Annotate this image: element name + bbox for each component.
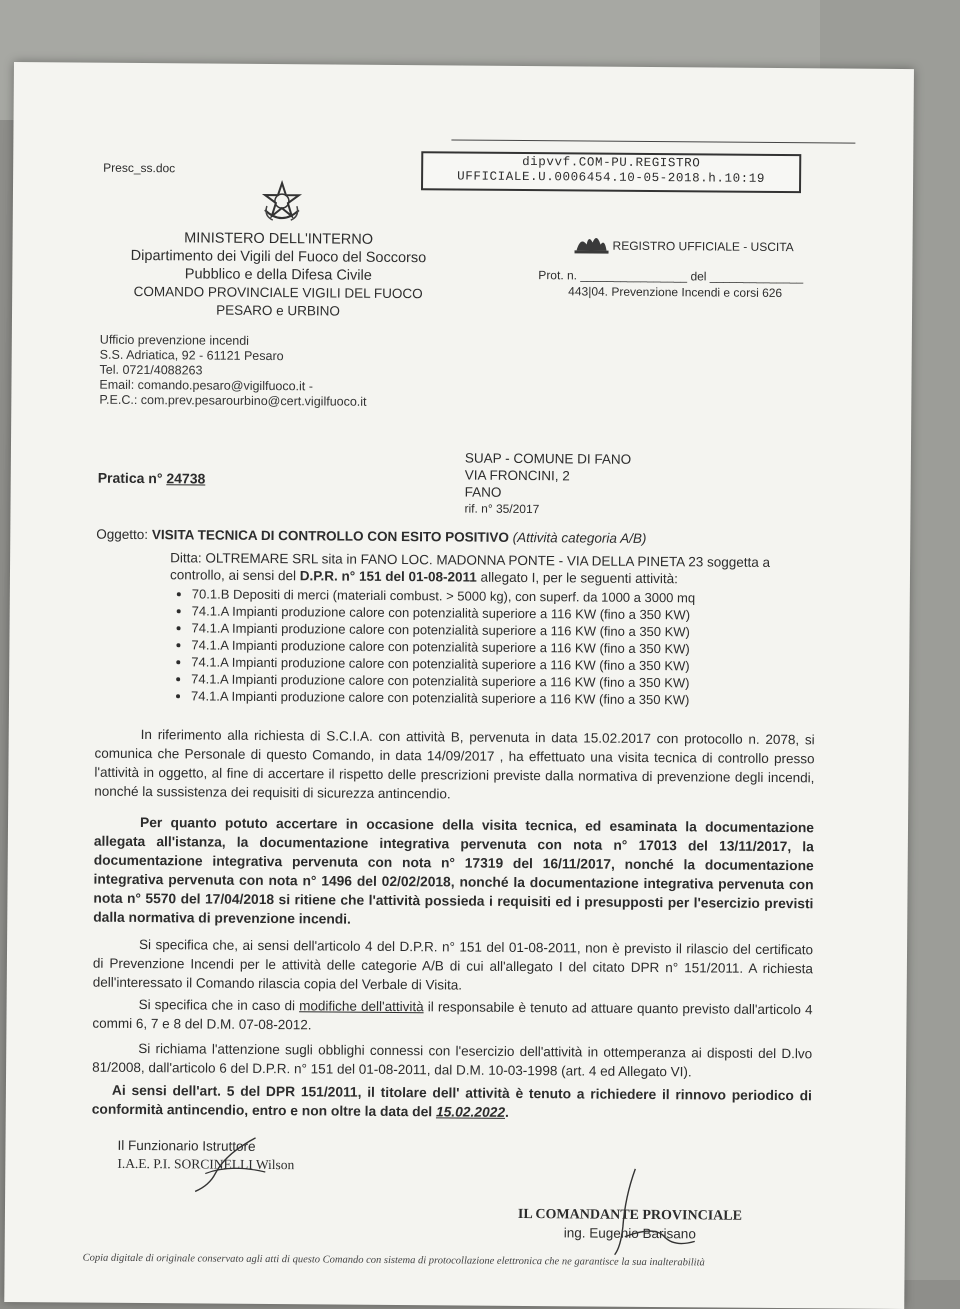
republic-emblem-icon — [261, 180, 303, 229]
activity-item: • 74.1.A Impianti produzione calore con potenzialità superiore a 116 KW (fino a 350 KW) — [192, 602, 792, 624]
activity-item: • 74.1.A Impianti produzione calore con potenzialità superiore a 116 KW (fino a 350 KW) — [191, 653, 791, 675]
prot-label: Prot. n. ________________ del ______________ — [538, 268, 804, 285]
activity-item: • 74.1.A Impianti produzione calore con potenzialità superiore a 116 KW (fino a 350 KW) — [191, 619, 791, 641]
p6-date: 15.02.2022 — [435, 1104, 506, 1120]
recipient-line-4: rif. n° 35/2017 — [464, 501, 540, 517]
recipient-line-2: VIA FRONCINI, 2 — [464, 467, 570, 484]
office-line-2: S.S. Adriatica, 92 - 61121 Pesaro — [99, 347, 284, 364]
subject-category: (Attività categoria A/B) — [512, 529, 647, 546]
pratica-number — [98, 470, 206, 487]
activity-item: • 74.1.A Impianti produzione calore con potenzialità superiore a 116 KW (fino a 350 KW) — [191, 636, 791, 658]
firefighters-logo-icon — [572, 230, 610, 259]
subject-label: Oggetto: — [96, 526, 149, 543]
office-line-3: Tel. 0721/4088263 — [99, 362, 203, 378]
pratica-value: 24738 — [166, 470, 206, 487]
activity-item: • 70.1.B Depositi di merci (materiali combust. > 5000 kg), con superf. da 1000 a 3000 mq — [192, 585, 792, 607]
ministry-line-4: COMANDO PROVINCIALE VIGILI DEL FUOCO — [133, 283, 423, 302]
ditta-after: allegato I, per le seguenti attività: — [480, 569, 679, 587]
office-contacts — [99, 333, 367, 410]
office-line-1: Ufficio prevenzione incendi — [99, 332, 250, 348]
p4-text-after: il responsabile è tenuto ad attuare quanto previsto dall'articolo 4 commi 6, 7 e 8 del D.M. 07-08-2012. — [92, 999, 813, 1033]
p4-underlined: modifiche dell'attività — [299, 998, 424, 1015]
istruttore-signature-icon — [185, 1133, 275, 1194]
ditta-text: Ditta: OLTREMARE SRL sita in FANO LOC. MADONNA PONTE - VIA DELLA PINETA 23 soggetta a controllo, ai sensi del — [169, 550, 771, 584]
ministry-header — [108, 229, 449, 322]
ditta-law: D.P.R. n° 151 del 01-08-2011 — [299, 568, 477, 585]
office-line-5: P.E.C.: com.prev.pesarourbino@cert.vigilfuoco.it — [99, 392, 367, 409]
ministry-line-5: PESARO e URBINO — [216, 302, 341, 319]
subject-title: VISITA TECNICA DI CONTROLLO CON ESITO POSITIVO — [151, 527, 509, 545]
comandante-title: IL COMANDANTE PROVINCIALE — [517, 1206, 743, 1224]
ministry-line-1: MINISTERO DELL'INTERNO — [184, 230, 374, 248]
registry-code: 443|04. Prevenzione Incendi e corsi 626 — [568, 284, 783, 301]
office-line-4: Email: comando.pesaro@vigilfuoco.it - — [99, 377, 314, 394]
istruttore-name: I.A.E. P.I. SORCINELLI Wilson — [117, 1155, 295, 1173]
p4-text-before: Si specifica che in caso di — [138, 997, 296, 1014]
istruttore-title: Il Funzionario Istruttore — [117, 1137, 256, 1154]
activity-list — [169, 585, 792, 709]
file-label: Presc_ss.doc — [103, 160, 176, 176]
company-description — [170, 549, 770, 588]
protocol-stamp — [421, 151, 801, 193]
paragraph-6 — [92, 1081, 812, 1125]
registry-label: REGISTRO UFFICIALE - USCITA — [612, 238, 794, 255]
p6-end: . — [504, 1104, 509, 1120]
p6-text: Ai sensi dell'art. 5 del DPR 151/2011, il titolare dell' attività è tenuto a richiedere il rinnovo periodico di conformità antincendio, entro e non oltre la data del — [91, 1082, 812, 1120]
paragraph-4 — [92, 995, 812, 1039]
activity-item: • 74.1.A Impianti produzione calore con potenzialità superiore a 116 KW (fino a 350 KW) — [191, 687, 791, 709]
pratica-label: Pratica n° — [97, 469, 163, 487]
subject-line — [96, 527, 646, 546]
comandante-name: ing. Eugenio Barisano — [563, 1225, 696, 1242]
recipient-address — [464, 450, 631, 519]
recipient-line-3: FANO — [464, 484, 502, 500]
stamp-line-2: UFFICIALE.U.0006454.10-05-2018.h.10:19 — [457, 169, 766, 186]
paragraph-3: Si specifica che, ai sensi dell'articolo 4 del D.P.R. n° 151 del 01-08-2011, non è previsto il rilascio del certificato di Prevenzione Incendi per le attività delle categorie A/B di cui all'allegato I del citato DPR n° 151/2011. A richiesta dell'interessato il Comando rilascia copia del Verbale di Visita. — [92, 937, 814, 993]
ministry-line-3: Pubblico e della Difesa Civile — [184, 266, 372, 284]
ministry-line-2: Dipartimento dei Vigili del Fuoco del Soccorso — [130, 247, 427, 267]
paragraph-5: Si richiama l'attenzione sugli obblighi connessi con l'esercizio dell'attività in ottemperanza ai disposti del D.lvo 81/2008, dall'articolo 6 del D.P.R. n° 151 del 01-08-2011, dal D.M. 10-03-1998 (art. 4 ed Allegato VI). — [92, 1041, 813, 1080]
comandante-signature-icon — [595, 1167, 706, 1258]
document-page — [4, 62, 914, 1309]
paragraph-2: Per quanto potuto accertare in occasione della visita tecnica, ed esaminata la documentazione allegata all'istanza, la documentazione integrativa pervenuta con nota n° 17013 del 13/11/2017, la documentazione integrativa pervenuta con nota n° 17319 del 16/11/2017, nonché la documentazione integrativa pervenuta con nota n° 1496 del 02/02/2018, nonché la documentazione integrativa pervenuta con nota n° 5570 del 17/04/2018 si ritiene che l'attività possieda i requisiti ed i presupposti per l'esercizio previsti dalla normativa di prevenzione incendi. — [93, 815, 815, 927]
paragraph-1: In riferimento alla richiesta di S.C.I.A. con attività B, pervenuta in data 15.02.2017 con protocollo n. 2078, si comunica che Personale di questo Comando, in data 14/09/2017 , ha effettuato una visita tecnica di controllo presso l'attività in oggetto, al fine di accertare il rispetto delle prescrizioni previste dalla normativa di prevenzione degli incendi, nonché la sussistenza dei requisiti di sicurezza antincendio. — [94, 727, 815, 802]
activity-item: • 74.1.A Impianti produzione calore con potenzialità superiore a 116 KW (fino a 350 KW) — [191, 670, 791, 692]
stamp-line-1: dipvvf.COM-PU.REGISTRO — [522, 154, 701, 171]
footer-note: Copia digitale di originale conservato agli atti di questo Comando con sistema di protocollazione elettronica che ne garantisce la sua inalterabilità — [82, 1252, 705, 1269]
recipient-line-1: SUAP - COMUNE DI FANO — [464, 450, 632, 467]
